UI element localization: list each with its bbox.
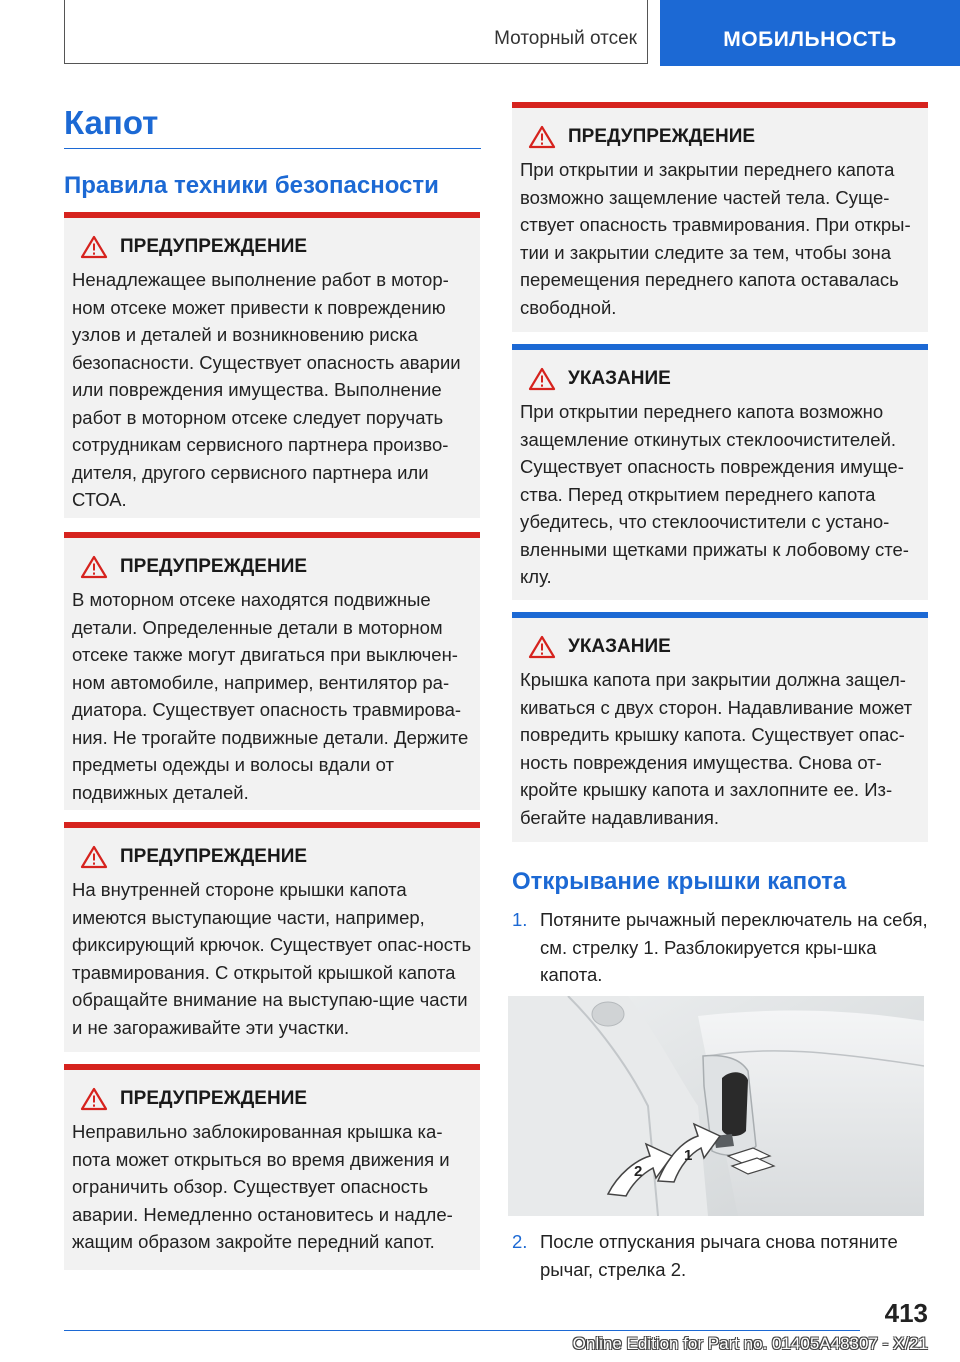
title-divider [64,148,481,149]
footer-divider [64,1330,860,1331]
hood-release-illustration [508,996,924,1216]
warning-text: На внутренней стороне крышки капота имеются выступающие части, например, фиксирующий крючок. Существует опас-ность травмирования. С открытой крышкой капота обращайте внимание на выступаю-щие части и не загораживайте эти участки. [72,879,472,1038]
arrow-label-2: 2 [634,1163,643,1180]
warning-triangle-icon [80,845,108,869]
warning-label: ПРЕДУПРЕЖДЕНИЕ [120,846,308,867]
step-item [512,906,928,989]
safety-heading: Правила техники безопасности [64,172,439,199]
warning-box [512,102,928,332]
warning-box-header [72,1084,472,1114]
header-section-box [64,0,648,64]
steps-list [512,906,928,989]
note-box [512,344,928,600]
warning-box [64,1064,480,1270]
note-text: Крышка капота при закрытии должна защел-киваться с двух сторон. Надавливание может повредить крышку капота. Существует опас-ность повреждения имущества. Снова от-кройте крышку капота и захлопните ее. Из-бегайте надавливания. [520,669,913,828]
warning-label: ПРЕДУПРЕЖДЕНИЕ [120,1088,308,1109]
warning-box-header [72,552,472,582]
note-box-header [520,632,920,662]
step-text: Потяните рычажный переключатель на себя, см. стрелку 1. Разблокируется кры-шка капота. [540,909,928,985]
warning-text: При открытии и закрытии переднего капота возможно защемление частей тела. Суще-ствует опасность травмирования. При откры-тии и закрытии следите за тем, чтобы зона перемещения переднего капота оставалась свободной. [520,159,911,318]
hood-release-lever-photo [508,996,924,1216]
warning-triangle-icon [80,235,108,259]
note-text: При открытии переднего капота возможно защемление откинутых стеклоочистителей. Существует опасность повреждения имуще-ства. Перед открытием переднего капота убедитесь, что стеклоочистители с устано-вленными щетками прижаты к лобовому сте-клу. [520,401,909,587]
warning-box [64,532,480,810]
step-item [512,1228,928,1283]
page-number: 413 [884,1298,928,1328]
warning-label: ПРЕДУПРЕЖДЕНИЕ [568,126,756,147]
warning-triangle-icon [528,635,556,659]
note-box [512,612,928,842]
warning-box [64,212,480,518]
warning-box-header [72,842,472,872]
warning-label: ПРЕДУПРЕЖДЕНИЕ [120,556,308,577]
warning-text: Неправильно заблокированная крышка ка-пота может открыться во время движения и ограничить обзор. Существует опасность аварии. Немедленно остановитесь и надле-жащим образом закройте передний капот. [72,1121,453,1252]
warning-box-header [520,122,920,152]
note-label: УКАЗАНИЕ [568,368,671,389]
steps-list [512,1228,928,1283]
warning-box-header [72,232,472,262]
warning-box [64,822,480,1052]
warning-label: ПРЕДУПРЕЖДЕНИЕ [120,236,308,257]
step-number: 2. [512,1231,528,1252]
warning-triangle-icon [528,125,556,149]
header-chapter-label: МОБИЛЬНОСТЬ [723,28,897,51]
step-number: 1. [512,909,528,930]
footer-edition-text: Online Edition for Part no. 01405A48307 - X/21 [572,1334,928,1353]
header-section-title: Моторный отсек [494,28,637,49]
step-text: После отпускания рычага снова потяните рычаг, стрелка 2. [540,1231,898,1280]
note-box-header [520,364,920,394]
warning-triangle-icon [80,1087,108,1111]
warning-triangle-icon [528,367,556,391]
warning-text: В моторном отсеке находятся подвижные детали. Определенные детали в моторном отсеке также могут двигаться при выключен-ном автомобиле, например, вентилятор ра-диатора. Существует опасность травмирова-ния. Не трогайте подвижные детали. Держите предметы одежды и волосы вдали от подвижных деталей. [72,589,469,803]
page-title: Капот [64,104,159,141]
note-label: УКАЗАНИЕ [568,636,671,657]
open-hood-heading: Открывание крышки капота [512,868,847,895]
warning-text: Ненадлежащее выполнение работ в мотор-ном отсеке может привести к повреждению узлов и деталей и возникновению риска безопасности. Существует опасность аварии или повреждения имущества. Выполнение работ в моторном отсеке следует поручать сотрудникам сервисного партнера произво-дителя, другого сервисного партнера или СТОА. [72,269,461,510]
warning-triangle-icon [80,555,108,579]
arrow-label-1: 1 [684,1147,693,1164]
header-chapter-tab[interactable] [660,0,960,66]
